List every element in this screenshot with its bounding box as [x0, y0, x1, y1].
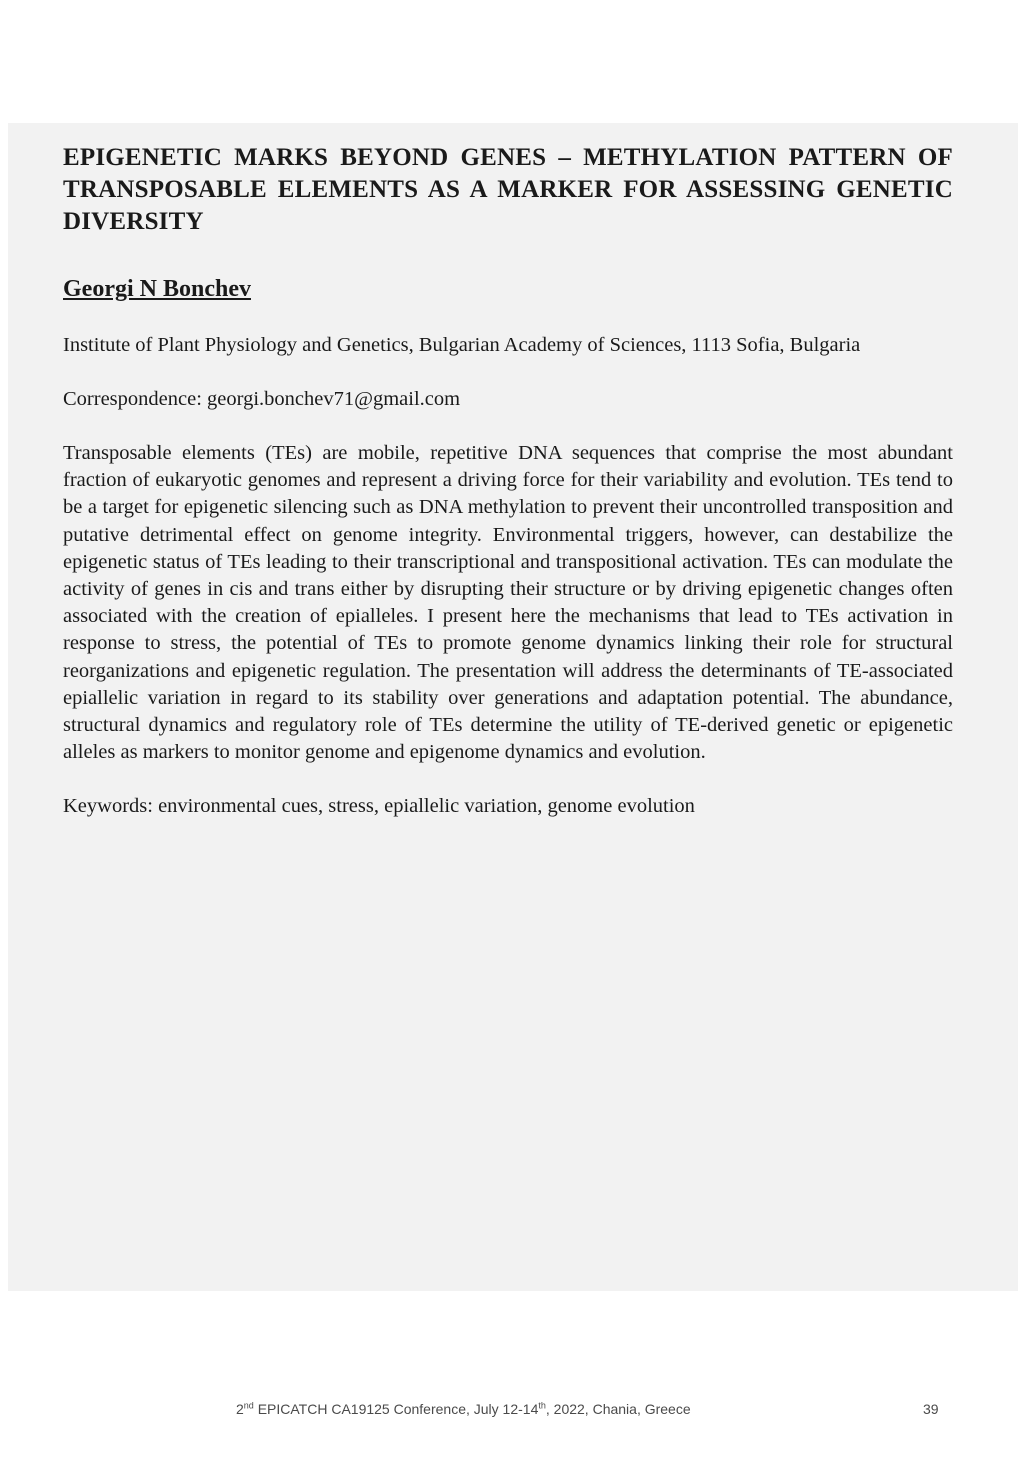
abstract-body: Transposable elements (TEs) are mobile, repetitive DNA sequences that comprise the most abundant fraction of eukaryotic genomes and represent a driving force for their variability and evolution. TEs tend to be a target for epigenetic silencing such as DNA methylation to prevent their uncontrolled transposition and putative detrimental effect on genome integrity. Environmental triggers, however, can destabilize the epigenetic status of TEs leading to their transcriptional and transpositional activation. TEs can modulate the activity of genes in cis and trans either by disrupting their structure or by driving epigenetic changes often associated with the creation of epialleles. I present here the mechanisms that lead to TEs activation in response to stress, the potential of TEs to promote genome dynamics linking their role for structural reorganizations and epigenetic regulation. The presentation will address the determinants of TE-associated epiallelic variation in regard to its stability over generations and adaptation potential. The abundance, structural dynamics and regulatory role of TEs determine the utility of TE-derived genetic or epigenetic alleles as markers to monitor genome and epigenome dynamics and evolution. [63, 442, 953, 764]
edition-number: 2 [236, 1401, 244, 1417]
conference-name: EPICATCH CA19125 Conference, July 12-14 [253, 1401, 539, 1417]
page-number: 39 [923, 1401, 939, 1417]
abstract-title: EPIGENETIC MARKS BEYOND GENES – METHYLATION PATTERN OF TRANSPOSABLE ELEMENTS AS A MARKER FOR ASSESSING GENETIC DIVERSITY [63, 144, 953, 235]
date-suffix: th [538, 1400, 546, 1411]
conference-location: , 2022, Chania, Greece [545, 1401, 691, 1417]
correspondence-line: Correspondence: georgi.bonchev71@gmail.com [63, 388, 461, 410]
author-affiliation: Institute of Plant Physiology and Genetics, Bulgarian Academy of Sciences, 1113 Sofia, Bulgaria [63, 334, 861, 356]
abstract-content [63, 142, 953, 820]
edition-suffix: nd [243, 1400, 254, 1411]
conference-footer [236, 1401, 691, 1417]
author-name: Georgi N Bonchev [63, 276, 251, 302]
keywords-line: Keywords: environmental cues, stress, epiallelic variation, genome evolution [63, 795, 695, 818]
